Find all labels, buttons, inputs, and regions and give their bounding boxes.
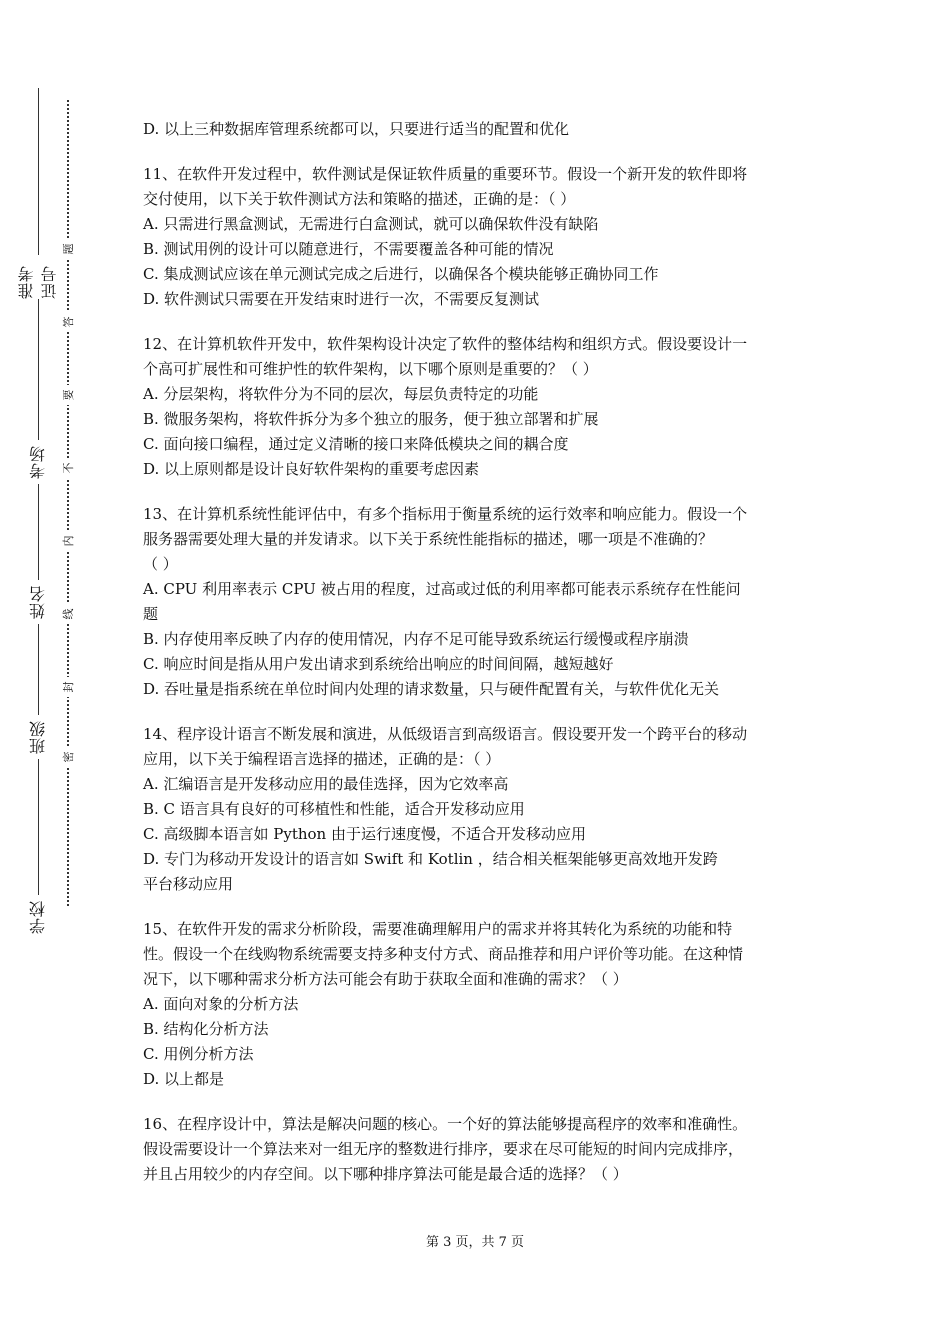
option-d-cont: 平台移动应用 <box>143 875 234 893</box>
option-d: D. 软件测试只需要在开发结束时进行一次，不需要反复测试 <box>143 290 540 308</box>
question-11 <box>143 162 811 312</box>
student-name-label: 姓名 <box>16 580 60 624</box>
prev-option-d: D. 以上三种数据库管理系统都可以，只要进行适当的配置和优化 <box>143 120 570 138</box>
option-b: B. 微服务架构，将软件拆分为多个独立的服务，便于独立部署和扩展 <box>143 410 599 428</box>
question-stem: 15、在软件开发的需求分析阶段，需要准确理解用户的需求并将其转化为系统的功能和特 <box>143 920 733 938</box>
seal-char: 答 <box>59 312 77 332</box>
option-a-cont: 题 <box>143 605 159 623</box>
school-label: 学校 <box>16 895 60 939</box>
question-stem: 14、程序设计语言不断发展和演进，从低级语言到高级语言。假设要开发一个跨平台的移动 <box>143 725 748 743</box>
option-d: D. 专门为移动开发设计的语言如 Swift 和 Kotlin ，结合相关框架能够更高效地开发跨 <box>143 850 718 868</box>
option-a: A. 只需进行黑盒测试，无需进行白盒测试，就可以确保软件没有缺陷 <box>143 215 599 233</box>
option-c: C. 集成测试应该在单元测试完成之后进行，以确保各个模块能够正确协同工作 <box>143 265 659 283</box>
option-b: B. 测试用例的设计可以随意进行，不需要覆盖各种可能的情况 <box>143 240 554 258</box>
option-a: A. 面向对象的分析方法 <box>143 995 299 1013</box>
question-stem: 应用，以下关于编程语言选择的描述，正确的是：（ ） <box>143 750 501 768</box>
exam-room-label: 考场 <box>16 440 60 484</box>
option-b: B. C 语言具有良好的可移植性和性能，适合开发移动应用 <box>143 800 525 818</box>
question-stem: 11、在软件开发过程中，软件测试是保证软件质量的重要环节。假设一个新开发的软件即将 <box>143 165 748 183</box>
question-content <box>143 117 811 1187</box>
option-c: C. 面向接口编程，通过定义清晰的接口来降低模块之间的耦合度 <box>143 435 569 453</box>
question-stem: 假设需要设计一个算法来对一组无序的整数进行排序，要求在尽可能短的时间内完成排序， <box>143 1140 744 1158</box>
question-12 <box>143 332 811 482</box>
seal-char: 不 <box>59 458 77 478</box>
question-stem: 服务器需要处理大量的并发请求。以下关于系统性能指标的描述，哪一项是不准确的？ <box>143 530 714 548</box>
option-d: D. 以上都是 <box>143 1070 225 1088</box>
question-stem: 交付使用，以下关于软件测试方法和策略的描述，正确的是：（ ） <box>143 190 576 208</box>
option-c: C. 用例分析方法 <box>143 1045 254 1063</box>
seal-char: 要 <box>59 385 77 405</box>
question-stem: 16、在程序设计中，算法是解决问题的核心。一个好的算法能够提高程序的效率和准确性。 <box>143 1115 748 1133</box>
seal-char: 密 <box>59 747 77 767</box>
question-stem: 况下，以下哪种需求分析方法可能会有助于获取全面和准确的需求？（ ） <box>143 970 628 988</box>
option-c: C. 响应时间是指从用户发出请求到系统给出响应的时间间隔，越短越好 <box>143 655 614 673</box>
page-footer: 第 3 页，共 7 页 <box>425 1235 525 1250</box>
exam-id-label: 准考证号 <box>16 255 60 299</box>
option-b: B. 内存使用率反映了内存的使用情况，内存不足可能导致系统运行缓慢或程序崩溃 <box>143 630 689 648</box>
seal-char: 封 <box>59 677 77 697</box>
option-a: A. 汇编语言是开发移动应用的最佳选择，因为它效率高 <box>143 775 509 793</box>
question-14 <box>143 722 811 897</box>
option-b: B. 结构化分析方法 <box>143 1020 269 1038</box>
question-stem: 个高可扩展性和可维护性的软件架构，以下哪个原则是重要的？（ ） <box>143 360 598 378</box>
option-d: D. 以上原则都是设计良好软件架构的重要考虑因素 <box>143 460 480 478</box>
question-13 <box>143 502 811 702</box>
question-stem: 12、在计算机软件开发中，软件架构设计决定了软件的整体结构和组织方式。假设要设计一 <box>143 335 748 353</box>
question-stem: 性。假设一个在线购物系统需要支持多种支付方式、商品推荐和用户评价等功能。在这种情 <box>143 945 744 963</box>
binding-dotted-line <box>67 100 69 906</box>
question-stem: 并且占用较少的内存空间。以下哪种排序算法可能是最合适的选择？（ ） <box>143 1165 628 1183</box>
question-15 <box>143 917 811 1092</box>
question-16 <box>143 1112 811 1187</box>
binding-solid-line <box>38 88 39 920</box>
question-stem: （ ） <box>143 555 178 573</box>
seal-char: 题 <box>59 239 77 259</box>
question-stem: 13、在计算机系统性能评估中，有多个指标用于衡量系统的运行效率和响应能力。假设一个 <box>143 505 748 523</box>
option-a: A. 分层架构，将软件分为不同的层次，每层负责特定的功能 <box>143 385 539 403</box>
option-d: D. 吞吐量是指系统在单位时间内处理的请求数量，只与硬件配置有关，与软件优化无关 <box>143 680 720 698</box>
option-a: A. CPU 利用率表示 CPU 被占用的程度，过高或过低的利用率都可能表示系统存在性能问 <box>143 580 741 598</box>
class-label: 班级 <box>16 715 60 759</box>
seal-char: 内 <box>59 531 77 551</box>
option-c: C. 高级脚本语言如 Python 由于运行速度慢，不适合开发移动应用 <box>143 825 586 843</box>
seal-char: 线 <box>59 604 77 624</box>
